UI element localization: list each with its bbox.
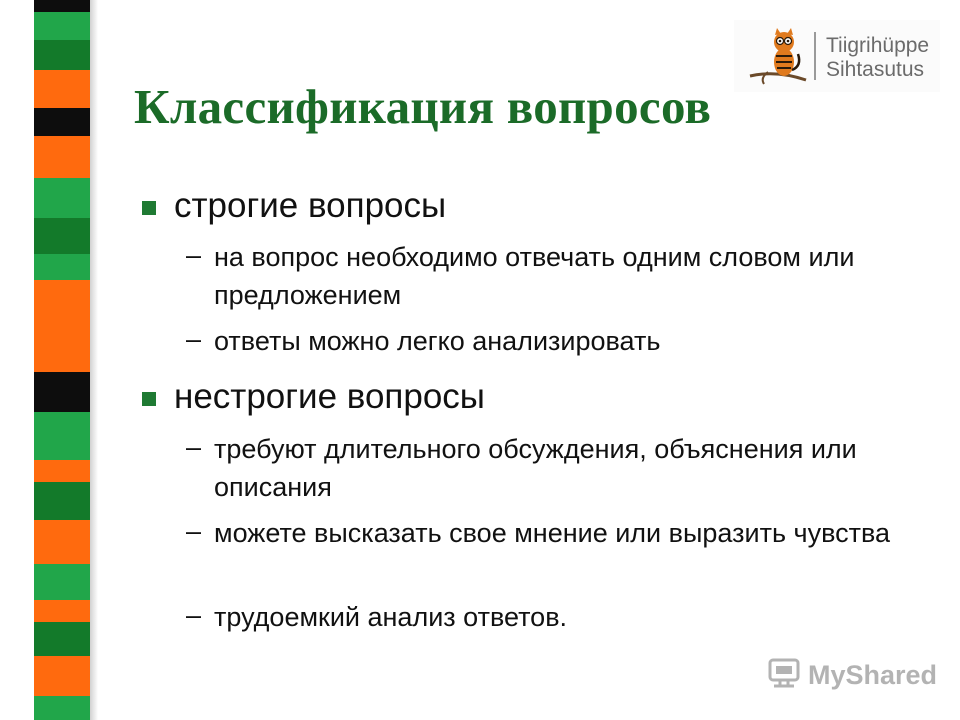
decorative-stripe: [34, 0, 90, 720]
tiger-on-branch-icon: [746, 26, 808, 86]
dash-marker: –: [186, 432, 202, 462]
sponsor-logo: [734, 20, 940, 92]
watermark-text: MyShared: [808, 660, 938, 690]
dash-marker: –: [186, 324, 202, 354]
list-item: трудоемкий анализ ответов.: [214, 602, 568, 632]
stripe-band: [34, 40, 90, 70]
logo-divider: [814, 32, 816, 80]
stripe-band: [34, 482, 90, 520]
stripe-band: [34, 600, 90, 622]
list-item: на вопрос необходимо отвечать одним словом или предложением: [214, 242, 855, 310]
stripe-band: [34, 372, 90, 412]
stripe-band: [34, 280, 90, 372]
stripe-band: [34, 136, 90, 178]
logo-name-line1: Tiigrihüppe: [826, 34, 930, 57]
stripe-band: [34, 108, 90, 136]
stripe-band: [34, 218, 90, 254]
stripe-band: [34, 696, 90, 720]
section-heading-strict: строгие вопросы: [174, 186, 447, 225]
list-item: требуют длительного обсуждения, объяснения или описания: [214, 434, 857, 502]
stripe-band: [34, 178, 90, 218]
logo-name-line2: Sihtasutus: [826, 58, 925, 81]
left-margin: [0, 0, 34, 720]
myshared-logo-icon: [766, 658, 802, 692]
stripe-shadow: [90, 0, 98, 720]
stripe-band: [34, 622, 90, 656]
stripe-band: [34, 564, 90, 600]
section-heading-non-strict: нестрогие вопросы: [174, 377, 485, 416]
list-item: ответы можно легко анализировать: [214, 326, 661, 356]
stripe-band: [34, 0, 90, 12]
stripe-band: [34, 460, 90, 482]
dash-marker: –: [186, 240, 202, 270]
stripe-band: [34, 254, 90, 280]
slide-title: Классификация вопросов: [134, 79, 712, 134]
dash-marker: –: [186, 600, 202, 630]
stripe-band: [34, 656, 90, 696]
watermark: [766, 656, 936, 696]
bullet-square-icon: [142, 201, 156, 215]
stripe-band: [34, 12, 90, 40]
bullet-square-icon: [142, 392, 156, 406]
dash-marker: –: [186, 516, 202, 546]
stripe-band: [34, 70, 90, 108]
list-item: можете высказать свое мнение или выразить чувства: [214, 518, 891, 548]
stripe-band: [34, 520, 90, 564]
stripe-band: [34, 412, 90, 460]
